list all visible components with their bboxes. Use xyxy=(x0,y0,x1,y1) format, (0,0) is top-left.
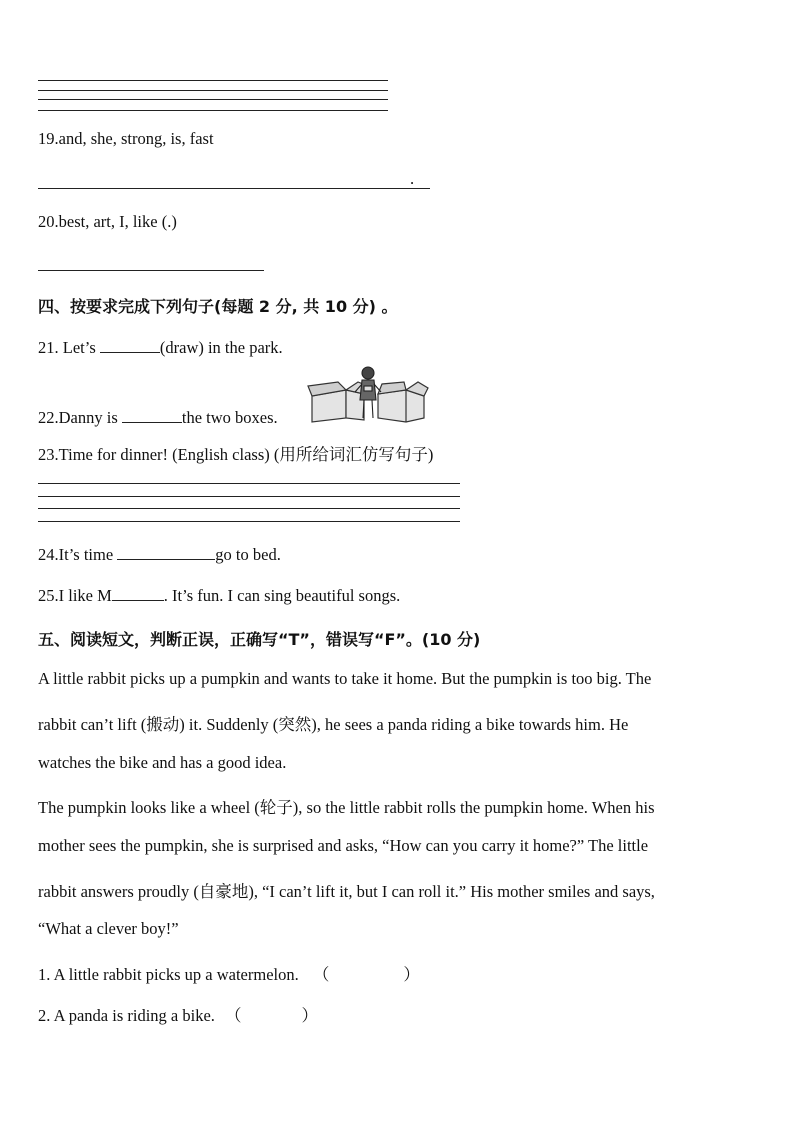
tf-item-1 xyxy=(38,961,420,985)
tf-item-1-close: ） xyxy=(403,965,420,984)
section-4-heading: 四、按要求完成下列句子(每题 2 分, 共 10 分) 。 xyxy=(38,297,398,316)
writing-line[interactable] xyxy=(38,483,460,484)
writing-line xyxy=(38,90,388,91)
passage-line-6: rabbit answers proudly (自豪地), “I can’t lift it, but I can roll it.” His mother smiles and says, xyxy=(38,882,655,901)
right-box xyxy=(378,382,428,422)
blank-25[interactable] xyxy=(112,586,164,601)
question-22-before: 22.Danny is xyxy=(38,408,122,427)
blank-21[interactable] xyxy=(100,338,160,353)
question-24 xyxy=(38,545,281,565)
passage-line-7: “What a clever boy!” xyxy=(38,919,179,938)
blank-22[interactable] xyxy=(122,408,182,423)
blank-24[interactable] xyxy=(117,545,215,560)
question-24-after: go to bed. xyxy=(215,545,281,564)
tf-item-2-close: ） xyxy=(301,1006,319,1025)
section-5-heading: 五、阅读短文，判断正误，正确写“T”，错误写“F”。(10 分) xyxy=(38,630,481,649)
writing-line xyxy=(38,110,388,111)
question-23: 23.Time for dinner! (English class) (用所给词汇仿写句子) xyxy=(38,445,434,464)
question-25-after: . It’s fun. I can sing beautiful songs. xyxy=(163,586,401,605)
writing-line[interactable] xyxy=(38,496,460,497)
question-22 xyxy=(38,408,278,428)
boxes-with-girl-icon xyxy=(306,364,430,424)
question-21-after: (draw) in the park. xyxy=(159,338,283,357)
question-24-before: 24.It’s time xyxy=(38,545,118,564)
tf-item-1-open: （ xyxy=(312,965,330,984)
question-22-after: the two boxes. xyxy=(181,408,278,427)
passage-line-4: The pumpkin looks like a wheel (轮子), so the little rabbit rolls the pumpkin home. When his xyxy=(38,798,655,817)
passage-line-3: watches the bike and has a good idea. xyxy=(38,753,287,772)
writing-line xyxy=(38,99,388,100)
passage-line-2: rabbit can’t lift (搬动) it. Suddenly (突然), he sees a panda riding a bike towards him. He xyxy=(38,715,629,734)
question-21-before: 21. Let’s xyxy=(38,338,100,357)
question-25 xyxy=(38,586,400,606)
question-20: 20.best, art, I, like (.) xyxy=(38,212,177,231)
question-25-before: 25.I like M xyxy=(38,586,112,605)
writing-line[interactable] xyxy=(38,508,460,509)
answer-line-19[interactable] xyxy=(38,188,430,189)
passage-line-5: mother sees the pumpkin, she is surprised and asks, “How can you carry it home?” The little xyxy=(38,836,649,855)
tf-item-1-text: 1. A little rabbit picks up a watermelon. xyxy=(38,965,299,984)
question-19: 19.and, she, strong, is, fast xyxy=(38,129,214,148)
tf-item-2-open: （ xyxy=(225,1006,242,1025)
passage-line-1: A little rabbit picks up a pumpkin and wants to take it home. But the pumpkin is too big. The xyxy=(38,669,652,688)
writing-line xyxy=(38,80,388,81)
tf-item-2-text: 2. A panda is riding a bike. xyxy=(38,1006,215,1025)
question-21 xyxy=(38,338,283,358)
answer-19-period: . xyxy=(410,169,415,188)
tf-item-2 xyxy=(38,1002,318,1026)
writing-line[interactable] xyxy=(38,521,460,522)
answer-line-20[interactable] xyxy=(38,270,264,271)
